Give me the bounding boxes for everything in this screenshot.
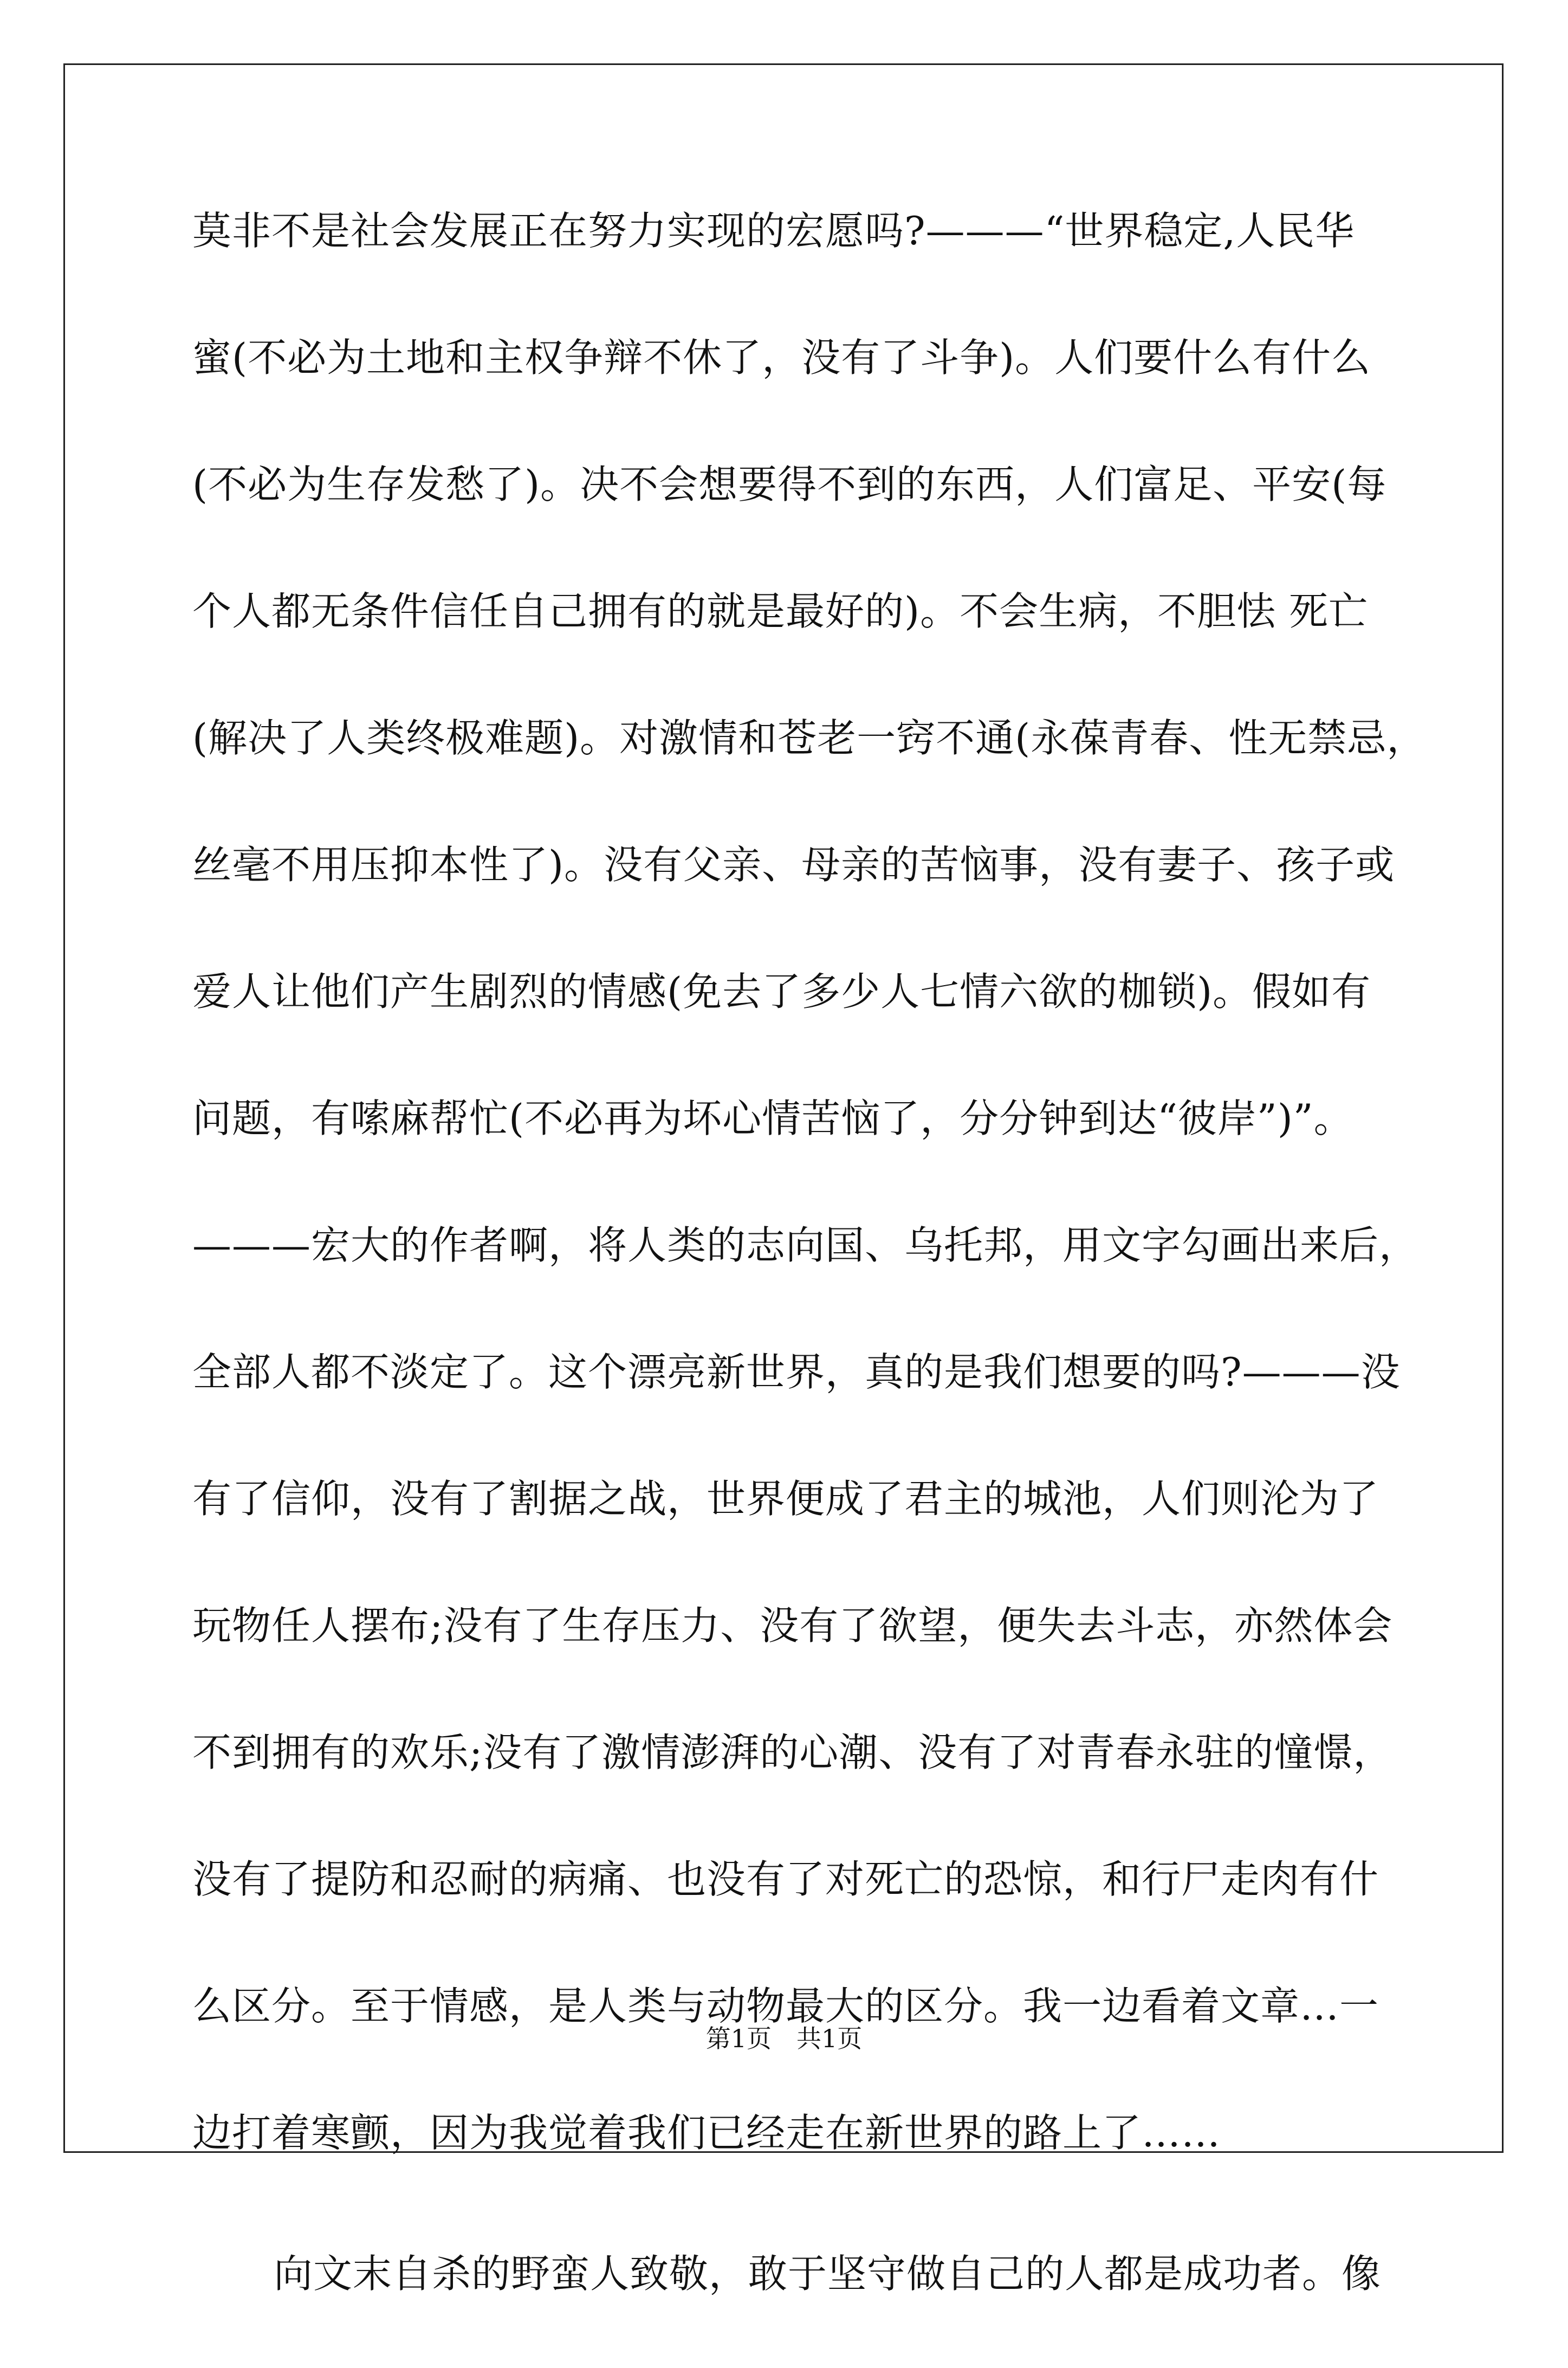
- text-line: 丝毫不用压抑本性了)。没有父亲、母亲的苦恼事，没有妻子、孩子或: [192, 842, 1395, 888]
- text-line: 玩物任人摆布;没有了生存压力、没有了欲望，便失去斗志，亦然体会: [192, 1603, 1393, 1648]
- text-line: 个人都无条件信任自己拥有的就是最好的)。不会生病，不胆怯 死亡: [192, 588, 1368, 634]
- text-line: 没有了提防和忍耐的病痛、也没有了对死亡的恐惊，和行尸走肉有什: [192, 1856, 1379, 1902]
- paragraph-start-line: 向文末自杀的野蛮人致敬，敢于坚守做自己的人都是成功者。像: [274, 2251, 1382, 2296]
- text-line: 边打着寒颤，因为我觉着我们已经走在新世界的路上了……: [192, 2110, 1221, 2156]
- text-line: 问题，有嗦麻帮忙(不必再为坏心情苦恼了，分分钟到达“彼岸”)”。: [192, 1096, 1353, 1141]
- text-line: 蜜(不必为土地和主权争辩不休了，没有了斗争)。人们要什么有什么: [192, 335, 1371, 380]
- text-line: 不到拥有的欢乐;没有了激情澎湃的心潮、没有了对青春永驻的憧憬，: [192, 1730, 1393, 1775]
- text-line: 么区分。至于情感，是人类与动物最大的区分。我一边看着文章…一: [192, 1983, 1379, 2029]
- page-number-footer: 第1页 共1页: [705, 2024, 863, 2053]
- text-line: ———宏大的作者啊，将人类的志向国、乌托邦，用文字勾画出来后，: [192, 1222, 1419, 1268]
- text-line: (解决了人类终极难题)。对激情和苍老一窍不通(永葆青春、性无禁忌，: [192, 715, 1427, 761]
- text-line: 莫非不是社会发展正在努力实现的宏愿吗?———“世界稳定,人民华: [192, 208, 1355, 254]
- text-line: 爱人让他们产生剧烈的情感(免去了多少人七情六欲的枷锁)。假如有: [192, 969, 1371, 1014]
- text-line: 有了信仰，没有了割据之战，世界便成了君主的城池，人们则沦为了: [192, 1476, 1379, 1522]
- text-line: 全部人都不淡定了。这个漂亮新世界，真的是我们想要的吗?———没: [192, 1349, 1401, 1395]
- text-line: (不必为生存发愁了)。决不会想要得不到的东西，人们富足、平安(每: [192, 462, 1387, 507]
